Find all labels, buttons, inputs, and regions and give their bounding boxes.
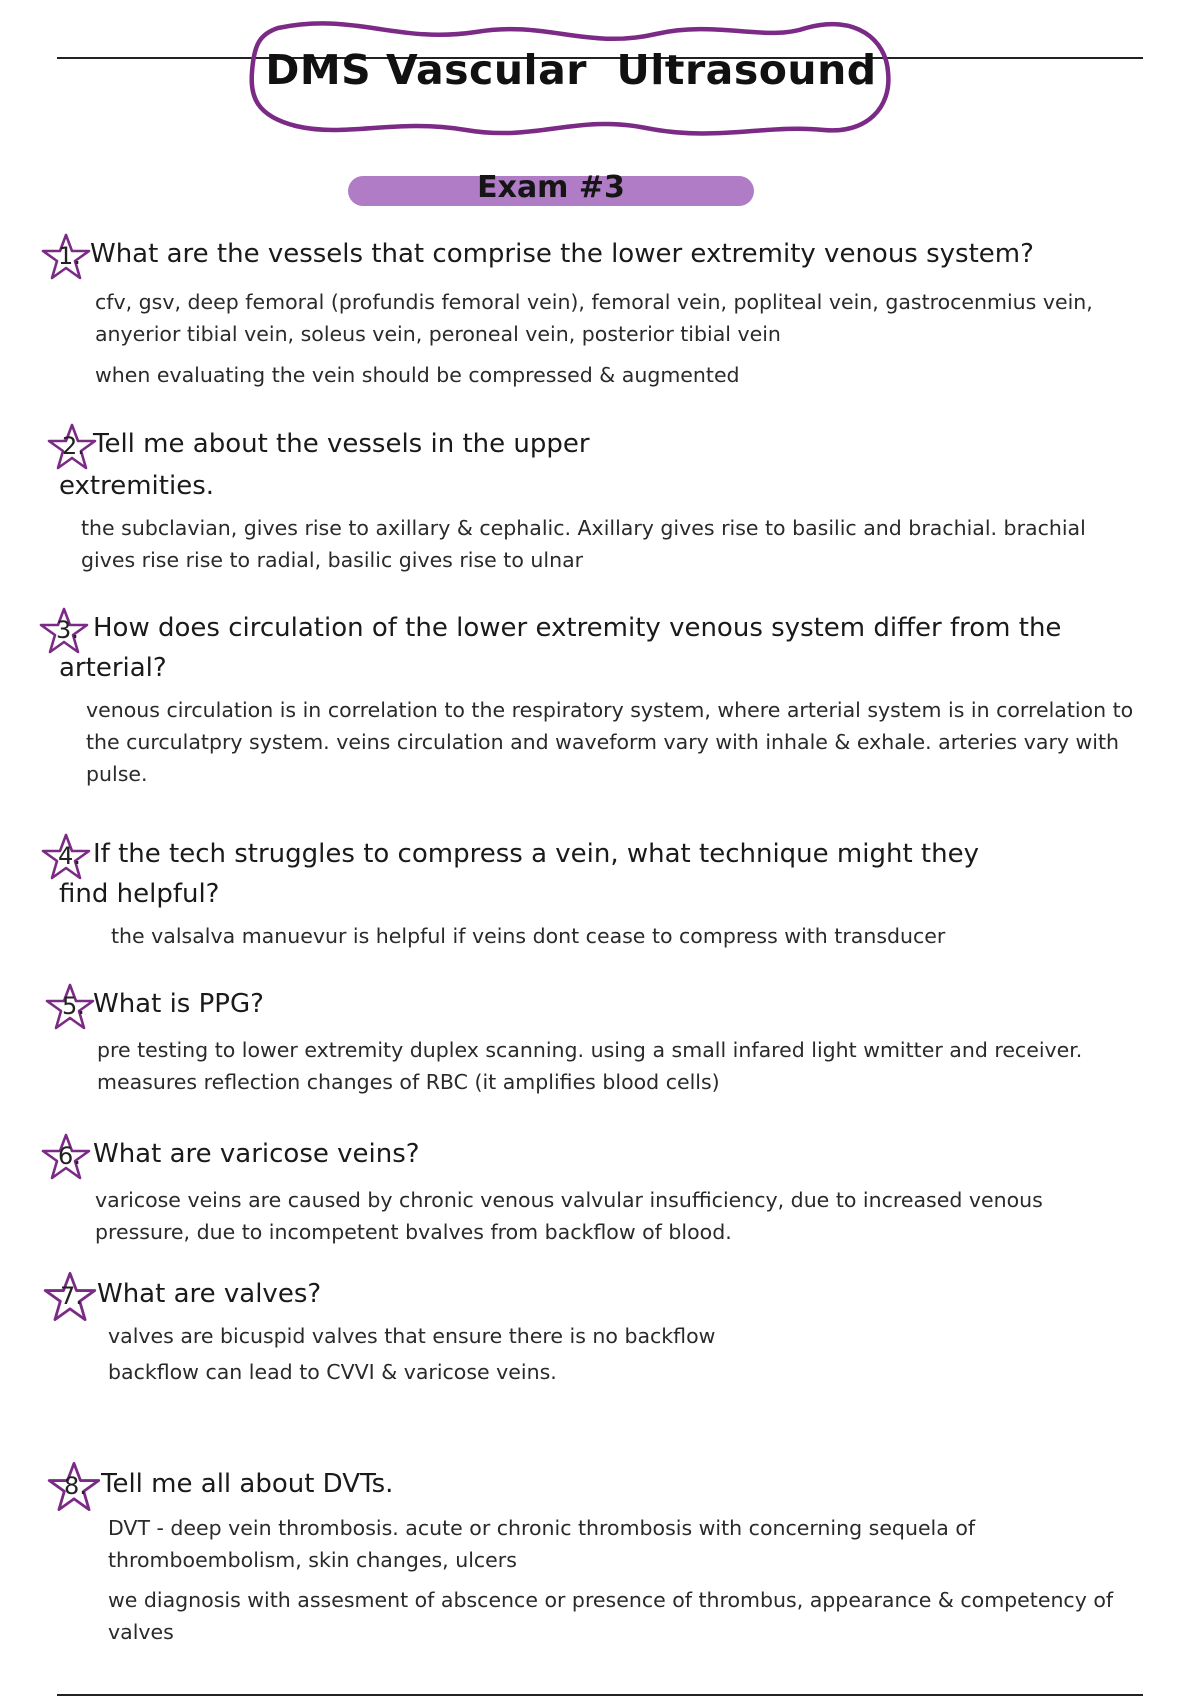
question-text: What are varicose veins?	[93, 1139, 420, 1169]
title-banner	[246, 10, 896, 138]
question-number: 6.	[58, 1142, 81, 1170]
answer-text: when evaluating the vein should be compressed & augmented	[95, 363, 740, 387]
answer-text: the subclavian, gives rise to axillary & cephalic. Axillary gives rise to basilic and brachial. brachial gives rise rise to radial, basilic gives rise to ulnar	[81, 516, 1086, 572]
answer-text: backflow can lead to CVVI & varicose veins.	[108, 1360, 557, 1384]
answer-text: varicose veins are caused by chronic venous valvular insufficiency, due to increased venous pressure, due to incompetent bvalves from backflow of blood.	[95, 1188, 1043, 1244]
answer-text: valves are bicuspid valves that ensure there is no backflow	[108, 1324, 716, 1348]
question-text: If the tech struggles to compress a vein, what technique might they	[93, 839, 979, 869]
question-text: How does circulation of the lower extremity venous system differ from the	[93, 613, 1062, 643]
question-number: 5.	[62, 992, 85, 1020]
question-text: What are the vessels that comprise the lower extremity venous system?	[90, 239, 1034, 269]
question-number: 4.	[58, 842, 81, 870]
question-text-continued: find helpful?	[59, 879, 220, 909]
answer-text: cfv, gsv, deep femoral (profundis femoral vein), femoral vein, popliteal vein, gastrocenmius vein, anyerior tibial vein, soleus vein, peroneal vein, posterior tibial vein	[95, 290, 1093, 346]
page-title: DMS Vascular Ultrasound	[265, 46, 877, 94]
question-text: What are valves?	[97, 1279, 322, 1309]
answer-text: venous circulation is in correlation to the respiratory system, where arterial system is in correlation to the curculatpry system. veins circulation and waveform vary with inhale & exhale. arteries vary with pulse.	[86, 698, 1134, 786]
question-number: 8.	[64, 1472, 87, 1500]
bottom-rule	[57, 1694, 1143, 1696]
answer-text: we diagnosis with assesment of abscence or presence of thrombus, appearance & competency of valves	[108, 1588, 1114, 1644]
question-number: 3.	[56, 616, 79, 644]
exam-label: Exam #3	[477, 170, 625, 205]
answer-text: the valsalva manuevur is helpful if veins dont cease to compress with transducer	[111, 924, 946, 948]
question-text-continued: extremities.	[59, 471, 215, 501]
answer-text: pre testing to lower extremity duplex scanning. using a small infared light wmitter and receiver. measures reflection changes of RBC (it amplifies blood cells)	[97, 1038, 1083, 1094]
answer-text: DVT - deep vein thrombosis. acute or chronic thrombosis with concerning sequela of thromboembolism, skin changes, ulcers	[108, 1516, 976, 1572]
question-text: What is PPG?	[93, 989, 264, 1019]
question-text-continued: arterial?	[59, 653, 167, 683]
question-number: 1.	[58, 242, 81, 270]
question-number: 2.	[62, 432, 85, 460]
question-text: Tell me all about DVTs.	[101, 1469, 394, 1499]
question-number: 7.	[60, 1282, 83, 1310]
question-text: Tell me about the vessels in the upper	[93, 429, 590, 459]
